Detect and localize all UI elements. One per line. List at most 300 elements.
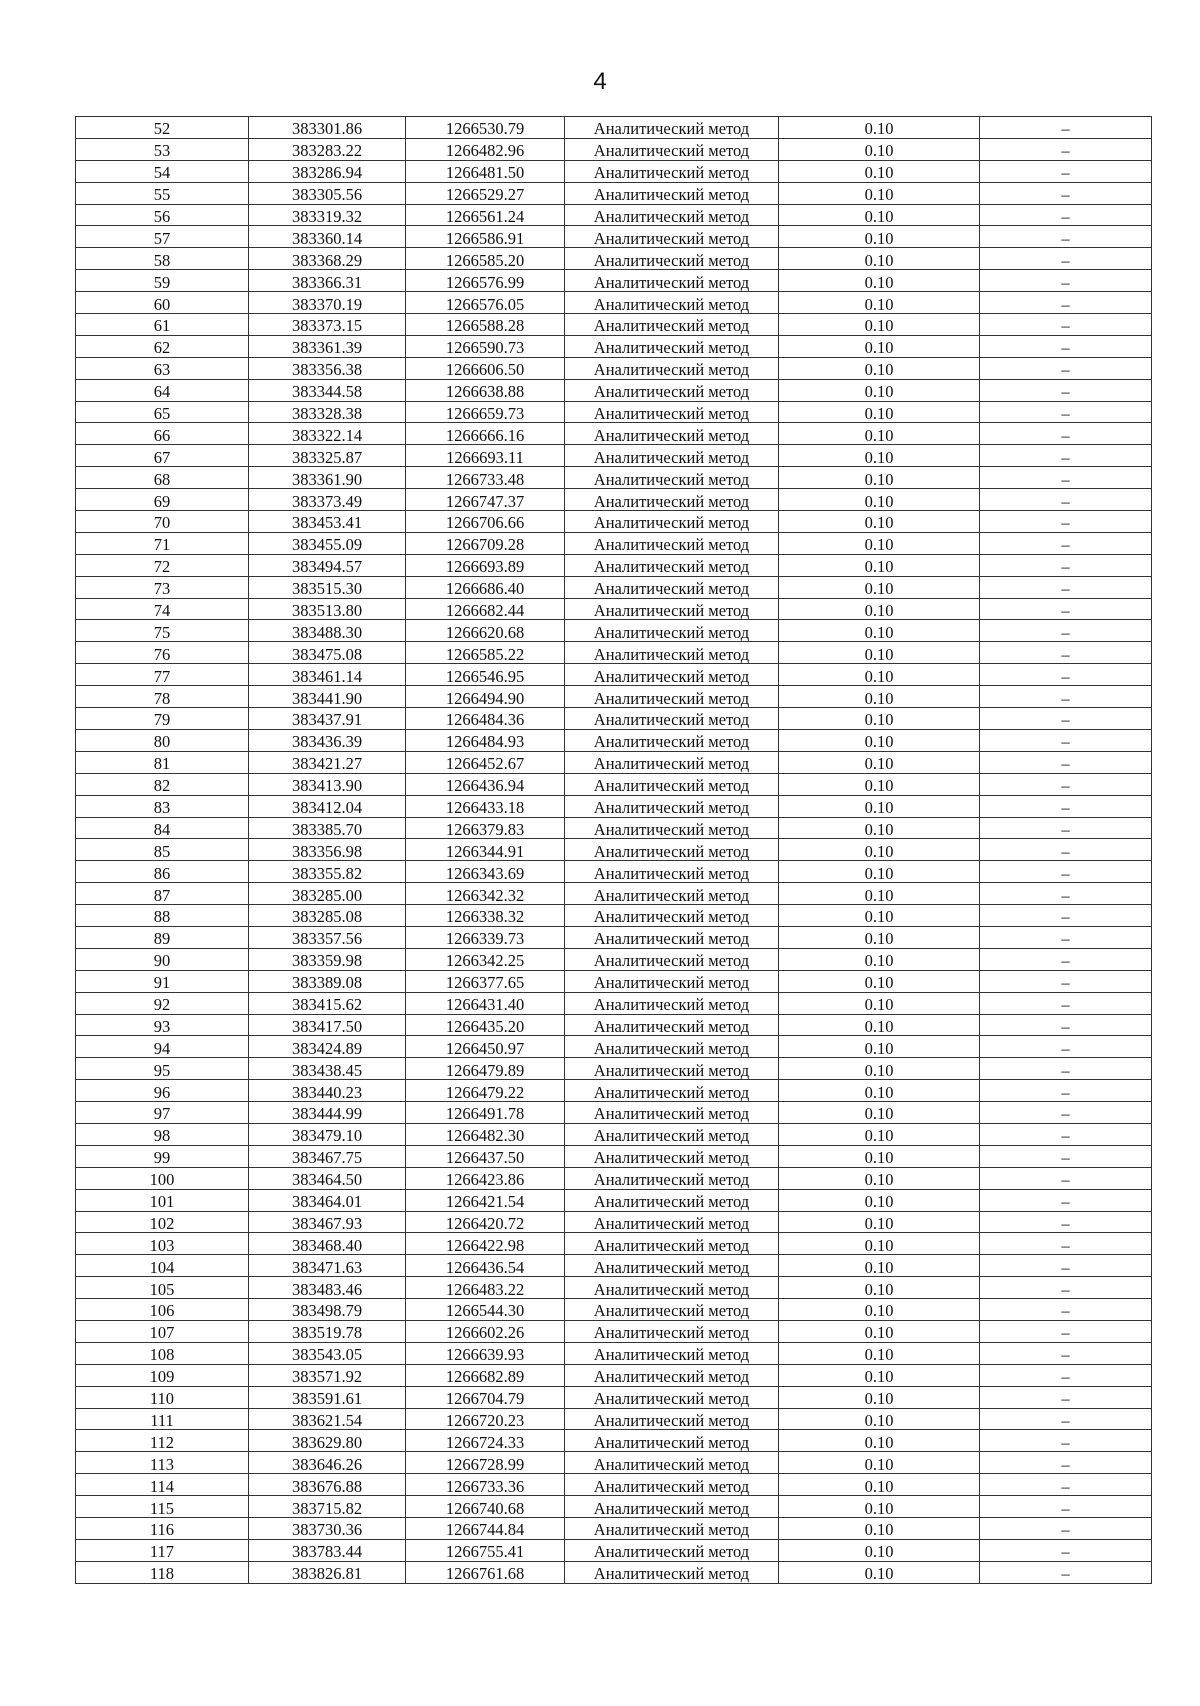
table-row — [76, 1123, 1152, 1145]
method-cell: Аналитический метод — [565, 1561, 779, 1583]
method-cell: Аналитический метод — [565, 948, 779, 970]
table-row — [76, 642, 1152, 664]
y-coordinate-cell: 1266606.50 — [406, 357, 565, 379]
note-cell: – — [980, 1386, 1152, 1408]
table-row — [76, 817, 1152, 839]
method-cell: Аналитический метод — [565, 379, 779, 401]
y-coordinate-cell: 1266682.44 — [406, 598, 565, 620]
y-coordinate-cell: 1266484.93 — [406, 729, 565, 751]
y-coordinate-cell: 1266422.98 — [406, 1233, 565, 1255]
accuracy-cell: 0.10 — [779, 226, 980, 248]
point-number-cell: 100 — [76, 1167, 249, 1189]
x-coordinate-cell: 383325.87 — [249, 445, 406, 467]
y-coordinate-cell: 1266544.30 — [406, 1299, 565, 1321]
point-number-cell: 77 — [76, 664, 249, 686]
point-number-cell: 58 — [76, 248, 249, 270]
point-number-cell: 60 — [76, 292, 249, 314]
table-row — [76, 1036, 1152, 1058]
accuracy-cell: 0.10 — [779, 1014, 980, 1036]
y-coordinate-cell: 1266733.48 — [406, 467, 565, 489]
method-cell: Аналитический метод — [565, 729, 779, 751]
note-cell: – — [980, 905, 1152, 927]
point-number-cell: 80 — [76, 729, 249, 751]
method-cell: Аналитический метод — [565, 1058, 779, 1080]
accuracy-cell: 0.10 — [779, 1539, 980, 1561]
method-cell: Аналитический метод — [565, 992, 779, 1014]
note-cell: – — [980, 1123, 1152, 1145]
accuracy-cell: 0.10 — [779, 1036, 980, 1058]
method-cell: Аналитический метод — [565, 1167, 779, 1189]
point-number-cell: 97 — [76, 1102, 249, 1124]
x-coordinate-cell: 383421.27 — [249, 751, 406, 773]
method-cell: Аналитический метод — [565, 905, 779, 927]
x-coordinate-cell: 383646.26 — [249, 1452, 406, 1474]
x-coordinate-cell: 383285.08 — [249, 905, 406, 927]
method-cell: Аналитический метод — [565, 1430, 779, 1452]
x-coordinate-cell: 383328.38 — [249, 401, 406, 423]
table-row — [76, 1102, 1152, 1124]
table-row — [76, 511, 1152, 533]
y-coordinate-cell: 1266585.22 — [406, 642, 565, 664]
y-coordinate-cell: 1266420.72 — [406, 1211, 565, 1233]
method-cell: Аналитический метод — [565, 1036, 779, 1058]
y-coordinate-cell: 1266639.93 — [406, 1342, 565, 1364]
accuracy-cell: 0.10 — [779, 1364, 980, 1386]
x-coordinate-cell: 383464.01 — [249, 1189, 406, 1211]
note-cell: – — [980, 1474, 1152, 1496]
method-cell: Аналитический метод — [565, 117, 779, 139]
x-coordinate-cell: 383475.08 — [249, 642, 406, 664]
accuracy-cell: 0.10 — [779, 1452, 980, 1474]
note-cell: – — [980, 1299, 1152, 1321]
accuracy-cell: 0.10 — [779, 1299, 980, 1321]
accuracy-cell: 0.10 — [779, 379, 980, 401]
accuracy-cell: 0.10 — [779, 1255, 980, 1277]
note-cell: – — [980, 401, 1152, 423]
x-coordinate-cell: 383389.08 — [249, 970, 406, 992]
x-coordinate-cell: 383488.30 — [249, 620, 406, 642]
accuracy-cell: 0.10 — [779, 314, 980, 336]
x-coordinate-cell: 383438.45 — [249, 1058, 406, 1080]
x-coordinate-cell: 383467.75 — [249, 1145, 406, 1167]
table-row — [76, 117, 1152, 139]
table-row — [76, 1211, 1152, 1233]
x-coordinate-cell: 383676.88 — [249, 1474, 406, 1496]
accuracy-cell: 0.10 — [779, 467, 980, 489]
accuracy-cell: 0.10 — [779, 839, 980, 861]
y-coordinate-cell: 1266437.50 — [406, 1145, 565, 1167]
accuracy-cell: 0.10 — [779, 620, 980, 642]
table-row — [76, 729, 1152, 751]
y-coordinate-cell: 1266479.89 — [406, 1058, 565, 1080]
note-cell: – — [980, 1058, 1152, 1080]
accuracy-cell: 0.10 — [779, 532, 980, 554]
note-cell: – — [980, 1102, 1152, 1124]
page-number: 4 — [593, 68, 607, 95]
accuracy-cell: 0.10 — [779, 970, 980, 992]
table-row — [76, 1518, 1152, 1540]
y-coordinate-cell: 1266435.20 — [406, 1014, 565, 1036]
x-coordinate-cell: 383356.38 — [249, 357, 406, 379]
accuracy-cell: 0.10 — [779, 1080, 980, 1102]
table-row — [76, 1364, 1152, 1386]
table-row — [76, 708, 1152, 730]
y-coordinate-cell: 1266479.22 — [406, 1080, 565, 1102]
table-row — [76, 204, 1152, 226]
y-coordinate-cell: 1266666.16 — [406, 423, 565, 445]
point-number-cell: 76 — [76, 642, 249, 664]
y-coordinate-cell: 1266483.22 — [406, 1277, 565, 1299]
y-coordinate-cell: 1266431.40 — [406, 992, 565, 1014]
y-coordinate-cell: 1266338.32 — [406, 905, 565, 927]
note-cell: – — [980, 1255, 1152, 1277]
accuracy-cell: 0.10 — [779, 160, 980, 182]
method-cell: Аналитический метод — [565, 817, 779, 839]
y-coordinate-cell: 1266421.54 — [406, 1189, 565, 1211]
x-coordinate-cell: 383360.14 — [249, 226, 406, 248]
method-cell: Аналитический метод — [565, 335, 779, 357]
note-cell: – — [980, 970, 1152, 992]
table-row — [76, 1058, 1152, 1080]
point-number-cell: 115 — [76, 1496, 249, 1518]
note-cell: – — [980, 314, 1152, 336]
method-cell: Аналитический метод — [565, 1211, 779, 1233]
x-coordinate-cell: 383412.04 — [249, 795, 406, 817]
table-row — [76, 445, 1152, 467]
x-coordinate-cell: 383385.70 — [249, 817, 406, 839]
table-row — [76, 1189, 1152, 1211]
accuracy-cell: 0.10 — [779, 138, 980, 160]
table-row — [76, 926, 1152, 948]
table-row — [76, 1452, 1152, 1474]
y-coordinate-cell: 1266733.36 — [406, 1474, 565, 1496]
x-coordinate-cell: 383455.09 — [249, 532, 406, 554]
method-cell: Аналитический метод — [565, 357, 779, 379]
x-coordinate-cell: 383357.56 — [249, 926, 406, 948]
point-number-cell: 55 — [76, 182, 249, 204]
method-cell: Аналитический метод — [565, 445, 779, 467]
note-cell: – — [980, 1452, 1152, 1474]
point-number-cell: 67 — [76, 445, 249, 467]
x-coordinate-cell: 383715.82 — [249, 1496, 406, 1518]
method-cell: Аналитический метод — [565, 795, 779, 817]
note-cell: – — [980, 1364, 1152, 1386]
y-coordinate-cell: 1266686.40 — [406, 576, 565, 598]
note-cell: – — [980, 751, 1152, 773]
method-cell: Аналитический метод — [565, 1233, 779, 1255]
table-row — [76, 576, 1152, 598]
method-cell: Аналитический метод — [565, 1014, 779, 1036]
note-cell: – — [980, 357, 1152, 379]
y-coordinate-cell: 1266529.27 — [406, 182, 565, 204]
method-cell: Аналитический метод — [565, 1145, 779, 1167]
note-cell: – — [980, 773, 1152, 795]
table-row — [76, 489, 1152, 511]
point-number-cell: 73 — [76, 576, 249, 598]
point-number-cell: 116 — [76, 1518, 249, 1540]
x-coordinate-cell: 383286.94 — [249, 160, 406, 182]
table-row — [76, 1342, 1152, 1364]
table-row — [76, 1386, 1152, 1408]
x-coordinate-cell: 383471.63 — [249, 1255, 406, 1277]
method-cell: Аналитический метод — [565, 883, 779, 905]
y-coordinate-cell: 1266482.30 — [406, 1123, 565, 1145]
y-coordinate-cell: 1266709.28 — [406, 532, 565, 554]
y-coordinate-cell: 1266693.11 — [406, 445, 565, 467]
x-coordinate-cell: 383444.99 — [249, 1102, 406, 1124]
y-coordinate-cell: 1266744.84 — [406, 1518, 565, 1540]
note-cell: – — [980, 1080, 1152, 1102]
coordinates-table-body — [76, 117, 1152, 1584]
note-cell: – — [980, 248, 1152, 270]
y-coordinate-cell: 1266530.79 — [406, 117, 565, 139]
accuracy-cell: 0.10 — [779, 948, 980, 970]
method-cell: Аналитический метод — [565, 401, 779, 423]
point-number-cell: 102 — [76, 1211, 249, 1233]
table-row — [76, 1320, 1152, 1342]
y-coordinate-cell: 1266377.65 — [406, 970, 565, 992]
x-coordinate-cell: 383468.40 — [249, 1233, 406, 1255]
y-coordinate-cell: 1266740.68 — [406, 1496, 565, 1518]
accuracy-cell: 0.10 — [779, 335, 980, 357]
coordinates-table — [75, 116, 1152, 1584]
point-number-cell: 111 — [76, 1408, 249, 1430]
point-number-cell: 106 — [76, 1299, 249, 1321]
method-cell: Аналитический метод — [565, 839, 779, 861]
table-row — [76, 1014, 1152, 1036]
y-coordinate-cell: 1266724.33 — [406, 1430, 565, 1452]
accuracy-cell: 0.10 — [779, 926, 980, 948]
y-coordinate-cell: 1266747.37 — [406, 489, 565, 511]
method-cell: Аналитический метод — [565, 1364, 779, 1386]
point-number-cell: 69 — [76, 489, 249, 511]
point-number-cell: 118 — [76, 1561, 249, 1583]
y-coordinate-cell: 1266481.50 — [406, 160, 565, 182]
y-coordinate-cell: 1266728.99 — [406, 1452, 565, 1474]
note-cell: – — [980, 861, 1152, 883]
point-number-cell: 57 — [76, 226, 249, 248]
table-row — [76, 1430, 1152, 1452]
accuracy-cell: 0.10 — [779, 554, 980, 576]
x-coordinate-cell: 383483.46 — [249, 1277, 406, 1299]
y-coordinate-cell: 1266343.69 — [406, 861, 565, 883]
accuracy-cell: 0.10 — [779, 729, 980, 751]
accuracy-cell: 0.10 — [779, 489, 980, 511]
accuracy-cell: 0.10 — [779, 664, 980, 686]
x-coordinate-cell: 383359.98 — [249, 948, 406, 970]
note-cell: – — [980, 204, 1152, 226]
point-number-cell: 52 — [76, 117, 249, 139]
method-cell: Аналитический метод — [565, 314, 779, 336]
point-number-cell: 101 — [76, 1189, 249, 1211]
y-coordinate-cell: 1266482.96 — [406, 138, 565, 160]
method-cell: Аналитический метод — [565, 1518, 779, 1540]
x-coordinate-cell: 383730.36 — [249, 1518, 406, 1540]
accuracy-cell: 0.10 — [779, 795, 980, 817]
method-cell: Аналитический метод — [565, 511, 779, 533]
point-number-cell: 70 — [76, 511, 249, 533]
point-number-cell: 105 — [76, 1277, 249, 1299]
x-coordinate-cell: 383543.05 — [249, 1342, 406, 1364]
method-cell: Аналитический метод — [565, 1539, 779, 1561]
method-cell: Аналитический метод — [565, 664, 779, 686]
x-coordinate-cell: 383344.58 — [249, 379, 406, 401]
accuracy-cell: 0.10 — [779, 1058, 980, 1080]
accuracy-cell: 0.10 — [779, 270, 980, 292]
point-number-cell: 72 — [76, 554, 249, 576]
table-row — [76, 423, 1152, 445]
method-cell: Аналитический метод — [565, 642, 779, 664]
accuracy-cell: 0.10 — [779, 292, 980, 314]
table-row — [76, 1561, 1152, 1583]
note-cell: – — [980, 817, 1152, 839]
method-cell: Аналитический метод — [565, 1123, 779, 1145]
accuracy-cell: 0.10 — [779, 751, 980, 773]
table-row — [76, 1277, 1152, 1299]
accuracy-cell: 0.10 — [779, 1561, 980, 1583]
note-cell: – — [980, 839, 1152, 861]
table-row — [76, 598, 1152, 620]
x-coordinate-cell: 383494.57 — [249, 554, 406, 576]
point-number-cell: 109 — [76, 1364, 249, 1386]
x-coordinate-cell: 383366.31 — [249, 270, 406, 292]
point-number-cell: 94 — [76, 1036, 249, 1058]
x-coordinate-cell: 383415.62 — [249, 992, 406, 1014]
point-number-cell: 113 — [76, 1452, 249, 1474]
method-cell: Аналитический метод — [565, 861, 779, 883]
method-cell: Аналитический метод — [565, 1080, 779, 1102]
note-cell: – — [980, 511, 1152, 533]
x-coordinate-cell: 383513.80 — [249, 598, 406, 620]
x-coordinate-cell: 383322.14 — [249, 423, 406, 445]
table-row — [76, 1233, 1152, 1255]
note-cell: – — [980, 445, 1152, 467]
method-cell: Аналитический метод — [565, 554, 779, 576]
method-cell: Аналитический метод — [565, 1299, 779, 1321]
y-coordinate-cell: 1266452.67 — [406, 751, 565, 773]
x-coordinate-cell: 383461.14 — [249, 664, 406, 686]
x-coordinate-cell: 383436.39 — [249, 729, 406, 751]
table-row — [76, 839, 1152, 861]
table-row — [76, 861, 1152, 883]
note-cell: – — [980, 620, 1152, 642]
x-coordinate-cell: 383783.44 — [249, 1539, 406, 1561]
y-coordinate-cell: 1266755.41 — [406, 1539, 565, 1561]
note-cell: – — [980, 379, 1152, 401]
method-cell: Аналитический метод — [565, 1277, 779, 1299]
y-coordinate-cell: 1266586.91 — [406, 226, 565, 248]
point-number-cell: 68 — [76, 467, 249, 489]
point-number-cell: 59 — [76, 270, 249, 292]
note-cell: – — [980, 532, 1152, 554]
accuracy-cell: 0.10 — [779, 1233, 980, 1255]
method-cell: Аналитический метод — [565, 598, 779, 620]
method-cell: Аналитический метод — [565, 182, 779, 204]
method-cell: Аналитический метод — [565, 1255, 779, 1277]
table-row — [76, 226, 1152, 248]
table-row — [76, 138, 1152, 160]
x-coordinate-cell: 383464.50 — [249, 1167, 406, 1189]
table-row — [76, 1408, 1152, 1430]
x-coordinate-cell: 383305.56 — [249, 182, 406, 204]
table-row — [76, 314, 1152, 336]
accuracy-cell: 0.10 — [779, 445, 980, 467]
y-coordinate-cell: 1266342.32 — [406, 883, 565, 905]
method-cell: Аналитический метод — [565, 467, 779, 489]
y-coordinate-cell: 1266590.73 — [406, 335, 565, 357]
point-number-cell: 110 — [76, 1386, 249, 1408]
x-coordinate-cell: 383370.19 — [249, 292, 406, 314]
table-row — [76, 160, 1152, 182]
x-coordinate-cell: 383591.61 — [249, 1386, 406, 1408]
method-cell: Аналитический метод — [565, 620, 779, 642]
point-number-cell: 82 — [76, 773, 249, 795]
x-coordinate-cell: 383519.78 — [249, 1320, 406, 1342]
method-cell: Аналитический метод — [565, 1474, 779, 1496]
method-cell: Аналитический метод — [565, 1320, 779, 1342]
point-number-cell: 112 — [76, 1430, 249, 1452]
x-coordinate-cell: 383355.82 — [249, 861, 406, 883]
method-cell: Аналитический метод — [565, 576, 779, 598]
method-cell: Аналитический метод — [565, 226, 779, 248]
accuracy-cell: 0.10 — [779, 817, 980, 839]
note-cell: – — [980, 335, 1152, 357]
table-row — [76, 970, 1152, 992]
y-coordinate-cell: 1266450.97 — [406, 1036, 565, 1058]
note-cell: – — [980, 992, 1152, 1014]
point-number-cell: 63 — [76, 357, 249, 379]
note-cell: – — [980, 1189, 1152, 1211]
method-cell: Аналитический метод — [565, 423, 779, 445]
table-row — [76, 1474, 1152, 1496]
table-row — [76, 292, 1152, 314]
x-coordinate-cell: 383356.98 — [249, 839, 406, 861]
y-coordinate-cell: 1266693.89 — [406, 554, 565, 576]
y-coordinate-cell: 1266620.68 — [406, 620, 565, 642]
x-coordinate-cell: 383301.86 — [249, 117, 406, 139]
y-coordinate-cell: 1266491.78 — [406, 1102, 565, 1124]
note-cell: – — [980, 117, 1152, 139]
note-cell: – — [980, 883, 1152, 905]
method-cell: Аналитический метод — [565, 532, 779, 554]
accuracy-cell: 0.10 — [779, 1430, 980, 1452]
note-cell: – — [980, 926, 1152, 948]
y-coordinate-cell: 1266682.89 — [406, 1364, 565, 1386]
accuracy-cell: 0.10 — [779, 182, 980, 204]
note-cell: – — [980, 467, 1152, 489]
method-cell: Аналитический метод — [565, 1342, 779, 1364]
method-cell: Аналитический метод — [565, 686, 779, 708]
x-coordinate-cell: 383479.10 — [249, 1123, 406, 1145]
y-coordinate-cell: 1266546.95 — [406, 664, 565, 686]
y-coordinate-cell: 1266484.36 — [406, 708, 565, 730]
y-coordinate-cell: 1266638.88 — [406, 379, 565, 401]
y-coordinate-cell: 1266706.66 — [406, 511, 565, 533]
y-coordinate-cell: 1266704.79 — [406, 1386, 565, 1408]
accuracy-cell: 0.10 — [779, 357, 980, 379]
point-number-cell: 53 — [76, 138, 249, 160]
accuracy-cell: 0.10 — [779, 708, 980, 730]
table-row — [76, 1539, 1152, 1561]
y-coordinate-cell: 1266602.26 — [406, 1320, 565, 1342]
point-number-cell: 62 — [76, 335, 249, 357]
method-cell: Аналитический метод — [565, 970, 779, 992]
method-cell: Аналитический метод — [565, 160, 779, 182]
note-cell: – — [980, 554, 1152, 576]
point-number-cell: 65 — [76, 401, 249, 423]
y-coordinate-cell: 1266761.68 — [406, 1561, 565, 1583]
accuracy-cell: 0.10 — [779, 1408, 980, 1430]
